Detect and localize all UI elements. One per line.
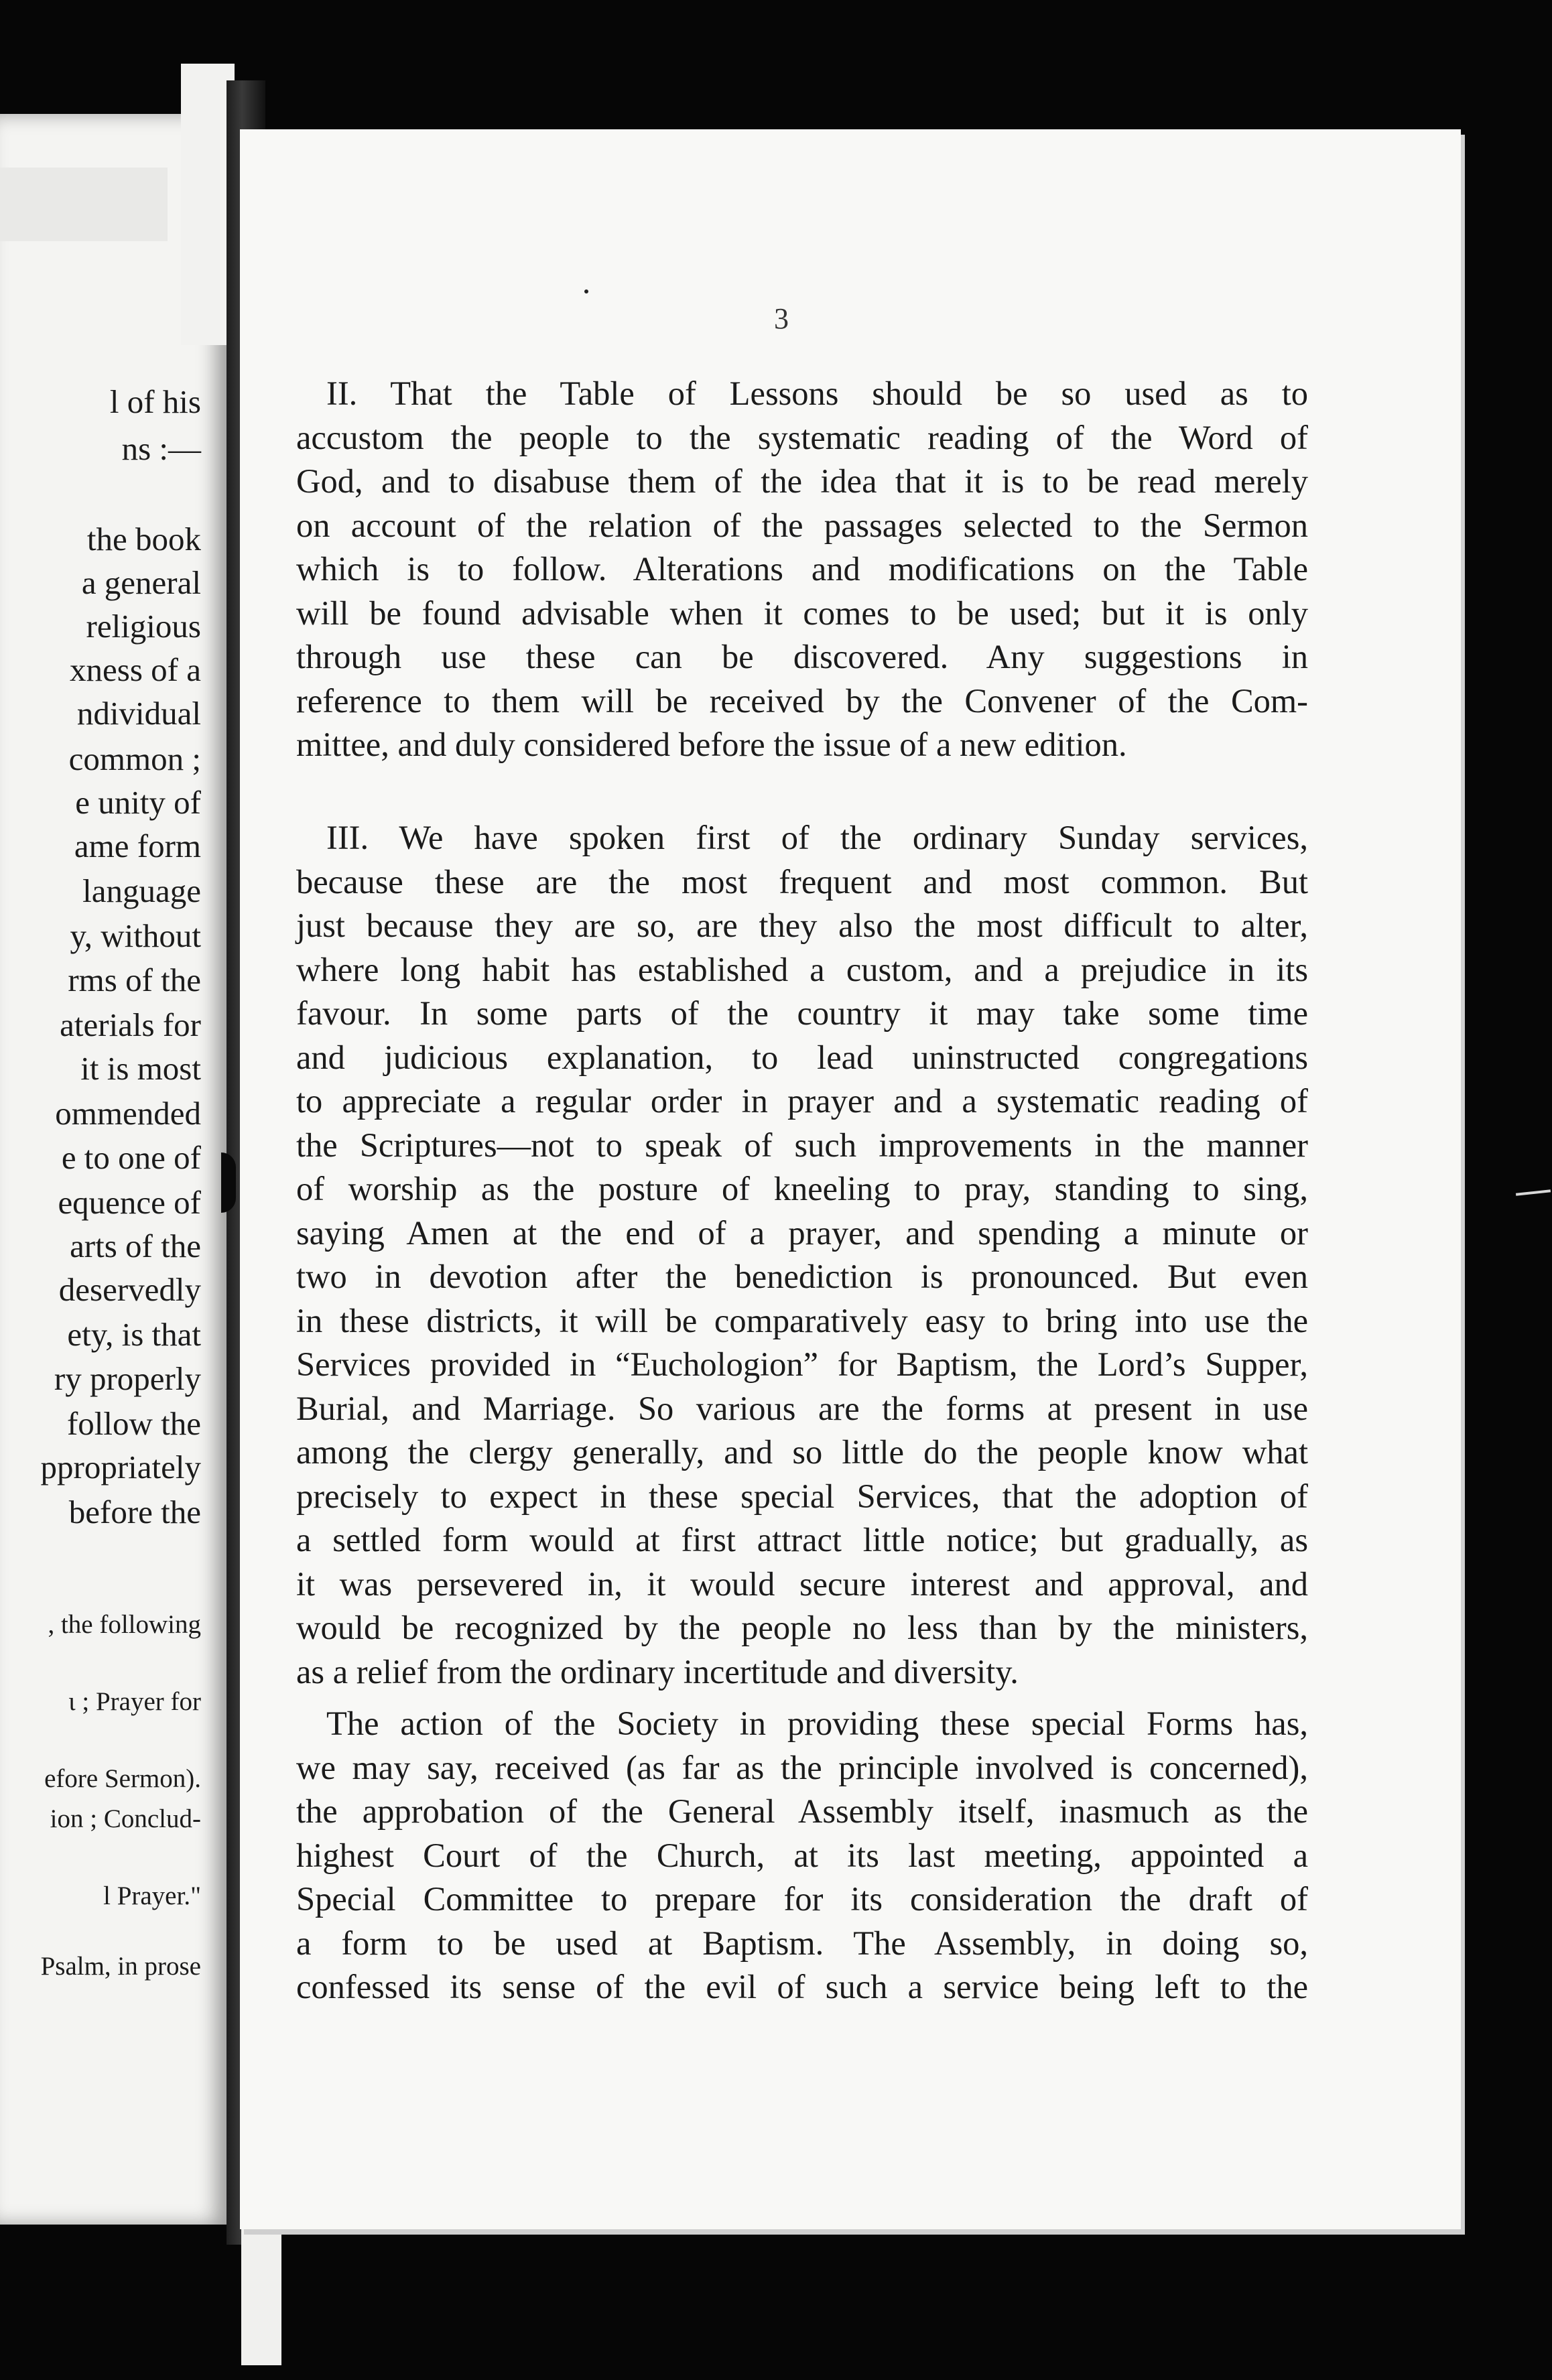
left-page-line: ndividual (76, 695, 201, 732)
text-line: precisely to expect in these special Services, that the adoption of (296, 1477, 1308, 1515)
left-page-line: ety, is that (67, 1316, 201, 1353)
left-page-line: xness of a (70, 651, 201, 688)
paper-scrap (1516, 1189, 1551, 1195)
ink-speck (584, 289, 588, 293)
left-page-line: e to one of (61, 1139, 201, 1176)
paragraph (296, 1702, 1308, 2009)
left-page-line: ι ; Prayer for (68, 1687, 201, 1716)
left-page-line: before the (68, 1494, 201, 1530)
left-page-line: equence of (58, 1184, 201, 1221)
text-line: just because they are so, are they also the most difficult to alter, (296, 907, 1308, 944)
text-line: would be recognized by the people no less than by the ministers, (296, 1609, 1308, 1646)
text-line: The action of the Society in providing these special Forms has, (326, 1705, 1308, 1742)
left-facing-page (0, 114, 228, 2225)
page-number: 3 (774, 302, 789, 335)
left-page-line: ommended (55, 1095, 201, 1132)
left-page-line: common ; (68, 740, 201, 777)
left-page-line: religious (86, 608, 201, 645)
left-page-line: ppropriately (40, 1449, 201, 1485)
binding-notch (221, 1152, 236, 1213)
text-line: it was persevered in, it would secure interest and approval, and (296, 1565, 1308, 1603)
text-line: as a relief from the ordinary incertitude and diversity. (296, 1652, 1019, 1691)
text-line: saying Amen at the end of a prayer, and spending a minute or (296, 1213, 1308, 1252)
text-line: because these are the most frequent and most common. But (296, 862, 1308, 901)
text-line: accustom the people to the systematic reading of the Word of (296, 418, 1308, 456)
left-page-line: the book (86, 521, 201, 557)
left-page-line: e unity of (75, 784, 201, 821)
text-line: confessed its sense of the evil of such a service being left to the (296, 1968, 1308, 2005)
text-line: two in devotion after the benediction is pronounced. But even (296, 1258, 1308, 1295)
text-line: which is to follow. Alterations and modifications on the Table (296, 550, 1308, 588)
text-line: Burial, and Marriage. So various are the forms at present in use (296, 1389, 1308, 1427)
text-line: mittee, and duly considered before the issue of a new edition. (296, 726, 1127, 763)
text-line: and judicious explanation, to lead uninstructed congregations (296, 1038, 1308, 1076)
text-line: we may say, received (as far as the principle involved is concerned), (296, 1748, 1308, 1786)
left-page-line: arts of the (70, 1228, 201, 1264)
left-page-line: Psalm, in prose (40, 1952, 201, 1981)
left-page-line: follow the (66, 1405, 201, 1442)
text-line: God, and to disabuse them of the idea that it is to be read merely (296, 462, 1308, 500)
text-line: favour. In some parts of the country it may take some time (296, 994, 1308, 1032)
left-page-line: rms of the (68, 962, 201, 998)
text-line: highest Court of the Church, at its last meeting, appointed a (296, 1836, 1308, 1874)
left-page-line: ion ; Conclud- (50, 1804, 201, 1833)
text-line: Services provided in “Euchologion” for Baptism, the Lord’s Supper, (296, 1345, 1308, 1383)
left-page-line: deservedly (58, 1271, 201, 1308)
left-page-line: ry properly (54, 1360, 201, 1397)
left-page-top-edge (0, 168, 168, 241)
left-page-line: efore Sermon). (44, 1764, 201, 1793)
paragraph (296, 372, 1308, 767)
left-page-line: it is most (80, 1050, 201, 1087)
left-page-line: language (82, 872, 201, 909)
text-line: of worship as the posture of kneeling to pray, standing to sing, (296, 1170, 1308, 1207)
text-line: on account of the relation of the passages selected to the Sermon (296, 506, 1308, 544)
text-line: III. We have spoken first of the ordinary Sunday services, (326, 819, 1308, 856)
text-line: among the clergy generally, and so little do the people know what (296, 1433, 1308, 1471)
text-line: Special Committee to prepare for its consideration the draft of (296, 1880, 1308, 1918)
left-page-line: y, without (70, 917, 201, 954)
text-line: a settled form would at first attract little notice; but gradually, as (296, 1521, 1308, 1559)
left-page-line: l Prayer." (103, 1881, 201, 1910)
left-page-line: , the following (48, 1610, 201, 1639)
text-line: through use these can be discovered. Any suggestions in (296, 638, 1308, 675)
text-line: the Scriptures—not to speak of such improvements in the manner (296, 1126, 1308, 1164)
left-page-line: l of his (109, 383, 201, 420)
text-line: in these districts, it will be comparatively easy to bring into use the (296, 1301, 1308, 1339)
text-line: where long habit has established a custom, and a prejudice in its (296, 950, 1308, 988)
text-line: a form to be used at Baptism. The Assembly, in doing so, (296, 1924, 1308, 1962)
paragraph (296, 816, 1308, 1694)
text-line: the approbation of the General Assembly itself, inasmuch as the (296, 1792, 1308, 1830)
text-line: II. That the Table of Lessons should be so used as to (326, 375, 1308, 412)
left-page-line: ns :— (121, 430, 201, 467)
left-page-line: ame form (74, 828, 201, 864)
text-line: will be found advisable when it comes to be used; but it is only (296, 594, 1308, 632)
left-page-line: aterials for (60, 1006, 201, 1043)
text-line: to appreciate a regular order in prayer and a systematic reading of (296, 1082, 1308, 1120)
left-page-line: a general (81, 564, 201, 601)
text-line: reference to them will be received by the Convener of the Com- (296, 681, 1308, 720)
